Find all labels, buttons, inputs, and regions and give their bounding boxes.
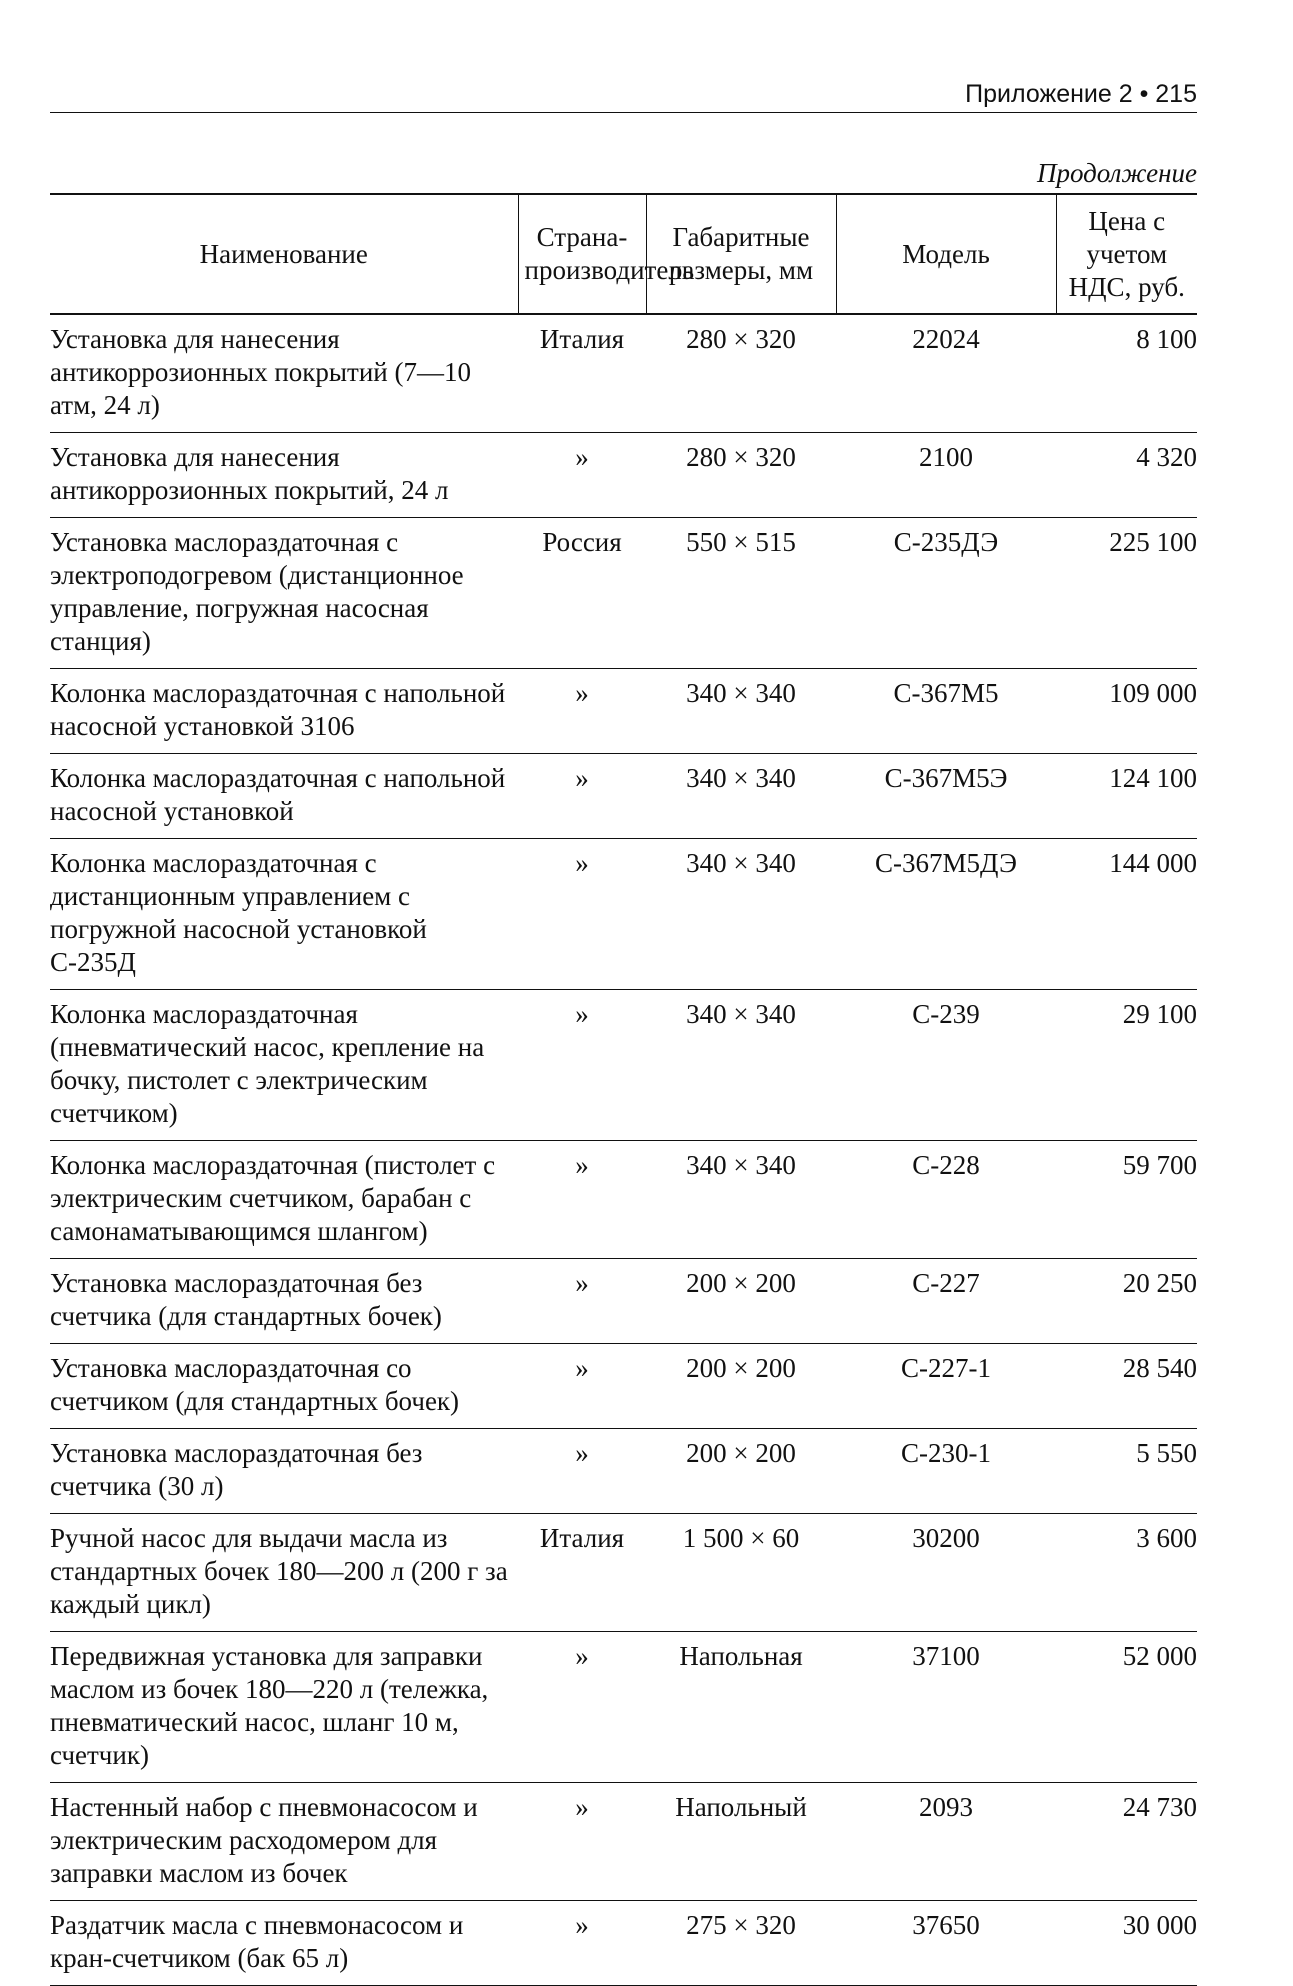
table-body bbox=[50, 314, 1197, 1986]
column-header-country: Страна-производитель bbox=[518, 194, 646, 314]
cell-dimensions: 200 × 200 bbox=[646, 1344, 836, 1429]
cell-dimensions: 340 × 340 bbox=[646, 990, 836, 1141]
table-row bbox=[50, 1901, 1197, 1986]
cell-price: 144 000 bbox=[1056, 839, 1197, 990]
cell-model: С-228 bbox=[836, 1141, 1056, 1259]
cell-country: » bbox=[518, 1429, 646, 1514]
cell-model: 37100 bbox=[836, 1632, 1056, 1783]
cell-name: Колонка маслораздаточная с дистанционным управлением с погружной насосной установкой С-235Д bbox=[50, 839, 518, 990]
cell-model: 30200 bbox=[836, 1514, 1056, 1632]
cell-price: 4 320 bbox=[1056, 433, 1197, 518]
column-header-model: Модель bbox=[836, 194, 1056, 314]
cell-country: » bbox=[518, 990, 646, 1141]
cell-name: Колонка маслораздаточная с напольной насосной установкой bbox=[50, 754, 518, 839]
cell-country: » bbox=[518, 669, 646, 754]
cell-dimensions: Напольный bbox=[646, 1783, 836, 1901]
table-header-row bbox=[50, 194, 1197, 314]
cell-price: 59 700 bbox=[1056, 1141, 1197, 1259]
cell-model: С-367М5 bbox=[836, 669, 1056, 754]
table-row bbox=[50, 1514, 1197, 1632]
running-head: Приложение 2 • 215 bbox=[965, 80, 1197, 108]
cell-model: 2093 bbox=[836, 1783, 1056, 1901]
cell-name: Колонка маслораздаточная с напольной насосной установкой 3106 bbox=[50, 669, 518, 754]
table-row bbox=[50, 754, 1197, 839]
cell-price: 28 540 bbox=[1056, 1344, 1197, 1429]
column-header-name: Наименование bbox=[50, 194, 518, 314]
cell-model: 37650 bbox=[836, 1901, 1056, 1986]
cell-price: 3 600 bbox=[1056, 1514, 1197, 1632]
cell-name: Установка маслораздаточная без счетчика (30 л) bbox=[50, 1429, 518, 1514]
cell-dimensions: Напольная bbox=[646, 1632, 836, 1783]
cell-price: 225 100 bbox=[1056, 518, 1197, 669]
cell-dimensions: 275 × 320 bbox=[646, 1901, 836, 1986]
table-row bbox=[50, 1429, 1197, 1514]
cell-price: 8 100 bbox=[1056, 314, 1197, 433]
cell-name: Настенный набор с пневмонасосом и электрическим расходомером для заправки маслом из бочек bbox=[50, 1783, 518, 1901]
cell-name: Установка маслораздаточная с электроподогревом (дистанционное управление, погружная насосная станция) bbox=[50, 518, 518, 669]
table-row bbox=[50, 314, 1197, 433]
cell-country: » bbox=[518, 433, 646, 518]
cell-price: 29 100 bbox=[1056, 990, 1197, 1141]
table-row bbox=[50, 669, 1197, 754]
cell-country: Россия bbox=[518, 518, 646, 669]
cell-name: Колонка маслораздаточная (пневматический насос, крепление на бочку, пистолет с электрическим счетчиком) bbox=[50, 990, 518, 1141]
table-row bbox=[50, 433, 1197, 518]
cell-country: » bbox=[518, 1783, 646, 1901]
cell-dimensions: 550 × 515 bbox=[646, 518, 836, 669]
cell-model: 2100 bbox=[836, 433, 1056, 518]
cell-dimensions: 340 × 340 bbox=[646, 839, 836, 990]
cell-price: 52 000 bbox=[1056, 1632, 1197, 1783]
cell-dimensions: 280 × 320 bbox=[646, 314, 836, 433]
cell-country: » bbox=[518, 1344, 646, 1429]
cell-country: » bbox=[518, 1259, 646, 1344]
table-row bbox=[50, 1344, 1197, 1429]
cell-model: С-239 bbox=[836, 990, 1056, 1141]
equipment-price-table bbox=[50, 193, 1197, 1986]
cell-dimensions: 200 × 200 bbox=[646, 1429, 836, 1514]
cell-country: » bbox=[518, 839, 646, 990]
cell-dimensions: 340 × 340 bbox=[646, 669, 836, 754]
cell-name: Ручной насос для выдачи масла из стандартных бочек 180—200 л (200 г за каждый цикл) bbox=[50, 1514, 518, 1632]
cell-dimensions: 340 × 340 bbox=[646, 1141, 836, 1259]
cell-model: С-367М5Э bbox=[836, 754, 1056, 839]
cell-model: С-227 bbox=[836, 1259, 1056, 1344]
cell-name: Колонка маслораздаточная (пистолет с электрическим счетчиком, барабан с самонаматывающимся шлангом) bbox=[50, 1141, 518, 1259]
cell-dimensions: 280 × 320 bbox=[646, 433, 836, 518]
cell-model: С-230-1 bbox=[836, 1429, 1056, 1514]
cell-dimensions: 200 × 200 bbox=[646, 1259, 836, 1344]
table-row bbox=[50, 990, 1197, 1141]
cell-dimensions: 1 500 × 60 bbox=[646, 1514, 836, 1632]
table-row bbox=[50, 839, 1197, 990]
cell-price: 5 550 bbox=[1056, 1429, 1197, 1514]
cell-country: Италия bbox=[518, 314, 646, 433]
cell-name: Установка маслораздаточная со счетчиком (для стандартных бочек) bbox=[50, 1344, 518, 1429]
cell-country: » bbox=[518, 1632, 646, 1783]
table-row bbox=[50, 1783, 1197, 1901]
column-header-price: Цена с учетом НДС, руб. bbox=[1056, 194, 1197, 314]
cell-price: 109 000 bbox=[1056, 669, 1197, 754]
table-row bbox=[50, 1259, 1197, 1344]
cell-model: 22024 bbox=[836, 314, 1056, 433]
cell-price: 24 730 bbox=[1056, 1783, 1197, 1901]
cell-name: Установка для нанесения антикоррозионных покрытий (7—10 атм, 24 л) bbox=[50, 314, 518, 433]
cell-name: Установка маслораздаточная без счетчика (для стандартных бочек) bbox=[50, 1259, 518, 1344]
cell-price: 30 000 bbox=[1056, 1901, 1197, 1986]
continuation-label: Продолжение bbox=[1036, 158, 1197, 188]
cell-price: 20 250 bbox=[1056, 1259, 1197, 1344]
table-row bbox=[50, 518, 1197, 669]
cell-name: Передвижная установка для заправки маслом из бочек 180—220 л (тележка, пневматический насос, шланг 10 м, счетчик) bbox=[50, 1632, 518, 1783]
cell-country: Италия bbox=[518, 1514, 646, 1632]
cell-model: С-235ДЭ bbox=[836, 518, 1056, 669]
cell-model: С-227-1 bbox=[836, 1344, 1056, 1429]
cell-country: » bbox=[518, 1141, 646, 1259]
table-row bbox=[50, 1632, 1197, 1783]
header-rule bbox=[50, 112, 1197, 113]
cell-country: » bbox=[518, 1901, 646, 1986]
cell-model: С-367М5ДЭ bbox=[836, 839, 1056, 990]
cell-name: Установка для нанесения антикоррозионных покрытий, 24 л bbox=[50, 433, 518, 518]
column-header-dimensions: Габаритные размеры, мм bbox=[646, 194, 836, 314]
cell-country: » bbox=[518, 754, 646, 839]
cell-name: Раздатчик масла с пневмонасосом и кран-счетчиком (бак 65 л) bbox=[50, 1901, 518, 1986]
table-row bbox=[50, 1141, 1197, 1259]
cell-price: 124 100 bbox=[1056, 754, 1197, 839]
cell-dimensions: 340 × 340 bbox=[646, 754, 836, 839]
